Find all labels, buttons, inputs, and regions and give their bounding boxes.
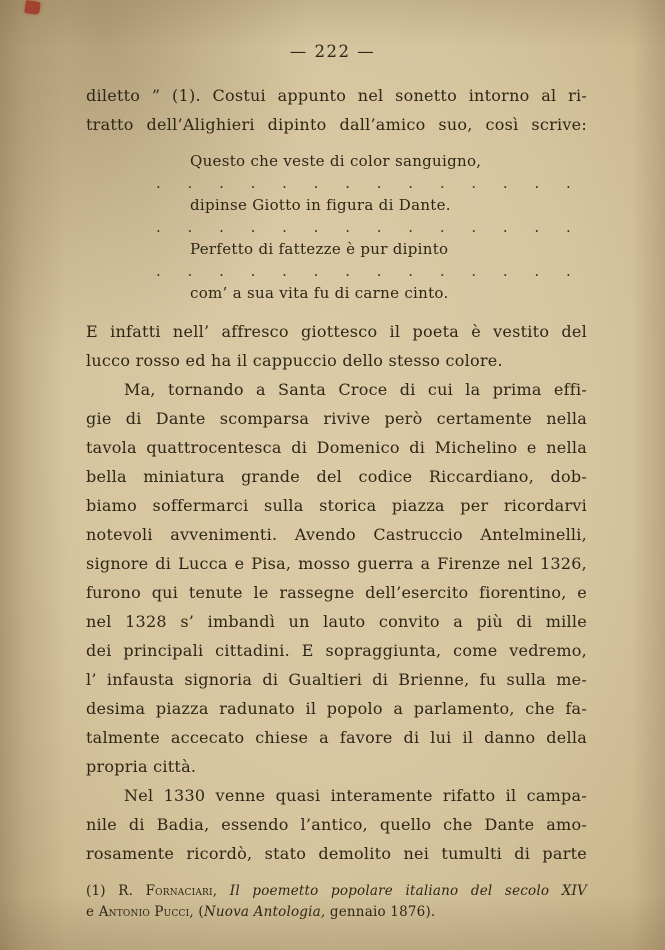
text-line: bella miniatura grande del codice Riccardiano, dob-: [86, 467, 587, 486]
paragraph-intro: [86, 81, 587, 139]
ellipsis-row: . . . . . . . . . . . . . .: [156, 174, 572, 192]
footnote-author: Antonio Pucci: [98, 904, 190, 920]
text-line: Nel 1330 venne quasi interamente rifatto il campa-: [124, 786, 587, 805]
text-line: desima piazza radunato il popolo a parlamento, che fa-: [86, 699, 587, 718]
text-line: furono qui tenute le rassegne dell’esercito fiorentino, e: [86, 583, 587, 602]
text-line: lucco rosso ed ha il cappuccio dello stesso colore.: [86, 351, 503, 370]
footnote-separator: , (: [189, 904, 204, 920]
text-line: Ma, tornando a Santa Croce di cui la prima effi-: [124, 380, 587, 399]
footnote-separator: ,: [212, 883, 230, 899]
ellipsis-row: . . . . . . . . . . . . . .: [156, 218, 572, 236]
footnote-author: Fornaciari: [145, 883, 213, 899]
poem-line: Questo che veste di color sanguigno,: [190, 152, 482, 170]
poem-line: com’ a sua vita fu di carne cinto.: [190, 284, 449, 302]
paragraph-santa-croce: [86, 375, 587, 781]
footnote-title: Il poemetto popolare italiano del secolo XIV: [229, 883, 587, 899]
text-line: l’ infausta signoria di Gualtieri di Brienne, fu sulla me-: [86, 670, 587, 689]
text-line: signore di Lucca e Pisa, mosso guerra a Firenze nel 1326,: [86, 554, 587, 573]
text-line: biamo soffermarci sulla storica piazza per ricordarvi: [86, 496, 587, 515]
text-line: E infatti nell’ affresco giottesco il poeta è vestito del: [86, 322, 587, 341]
footnote-text: gennaio 1876).: [325, 904, 436, 920]
footnote-line: [86, 902, 587, 923]
red-ink-mark: [24, 0, 41, 15]
text-line: diletto ” (1). Costui appunto nel sonetto intorno al ri-: [86, 86, 587, 105]
footnote-marker: (1) R.: [86, 883, 146, 899]
text-line: dei principali cittadini. E sopraggiunta, come vedremo,: [86, 641, 587, 660]
text-line: tavola quattrocentesca di Domenico di Michelino e nella: [86, 438, 587, 457]
poem-block: [86, 150, 587, 304]
text-line: notevoli avvenimenti. Avendo Castruccio Antelminelli,: [86, 525, 587, 544]
footnote-title: Nuova Antologia,: [203, 904, 326, 920]
poem-line: Perfetto di fattezze è pur dipinto: [190, 240, 449, 258]
page-number: — 222 —: [289, 42, 376, 61]
page-body: [0, 61, 665, 923]
text-line: talmente accecato chiese a favore di lui il danno della: [86, 728, 587, 747]
poem-line: dipinse Giotto in figura di Dante.: [190, 196, 451, 214]
text-line: gie di Dante scomparsa rivive però certamente nella: [86, 409, 587, 428]
text-line: tratto dell’Alighieri dipinto dall’amico suo, così scrive:: [86, 115, 587, 134]
footnote: [86, 881, 587, 923]
paragraph-affresco: [86, 317, 587, 375]
text-line: nel 1328 s’ imbandì un lauto convito a più di mille: [86, 612, 587, 631]
ellipsis-row: . . . . . . . . . . . . . .: [156, 262, 572, 280]
footnote-line: [86, 881, 587, 902]
text-line: rosamente ricordò, stato demolito nei tumulti di parte: [86, 844, 587, 863]
paragraph-campanile: [86, 781, 587, 868]
text-line: propria città.: [86, 757, 197, 776]
text-line: nile di Badia, essendo l’antico, quello che Dante amo-: [86, 815, 587, 834]
footnote-text: e: [86, 904, 99, 920]
